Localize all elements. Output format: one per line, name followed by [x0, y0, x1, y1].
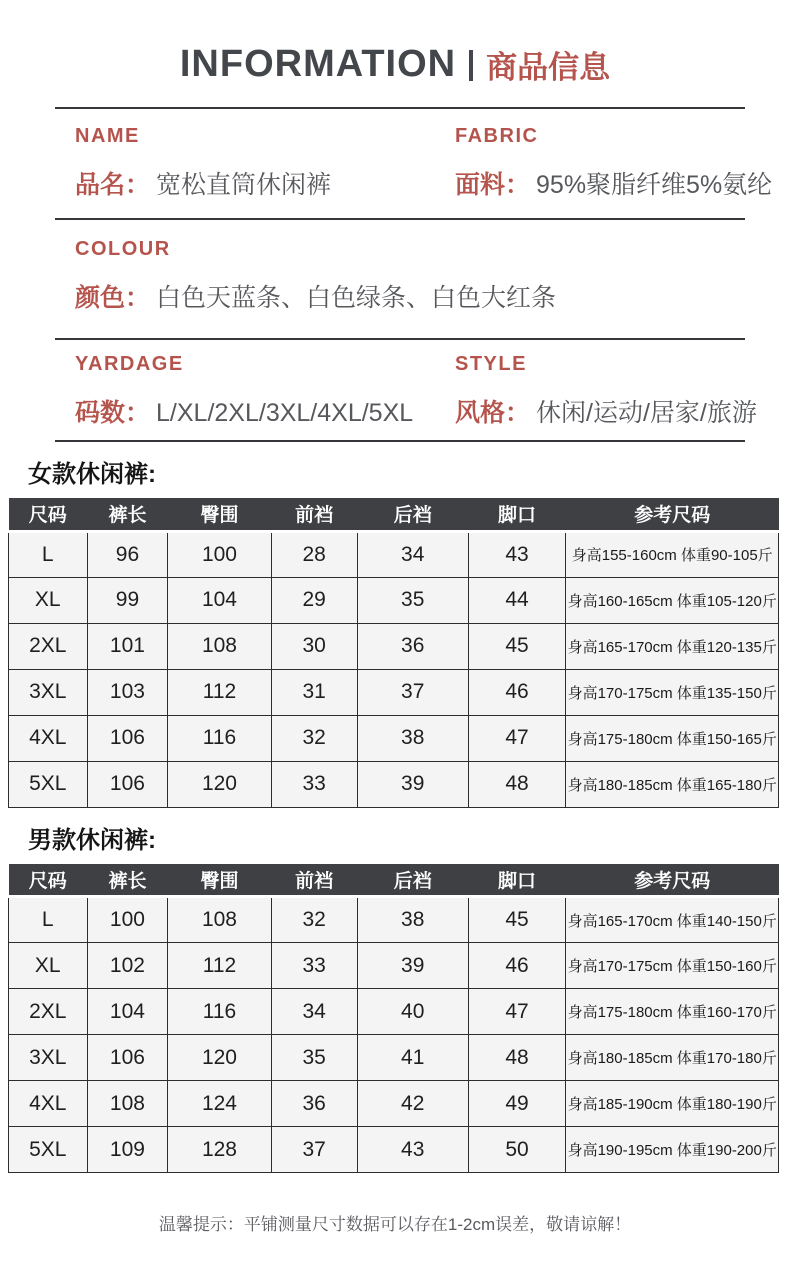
- ref-size-cell: 身高175-180cm 体重150-165斤: [566, 715, 779, 761]
- field-name-label-zh: 品名：: [75, 171, 151, 199]
- size-cell: 116: [168, 989, 271, 1035]
- column-header: 后裆: [357, 498, 468, 531]
- table-row: [9, 1081, 779, 1127]
- ref-size-cell: 身高180-185cm 体重170-180斤: [566, 1035, 779, 1081]
- size-cell: XL: [9, 943, 88, 989]
- table-header-row: [9, 498, 779, 531]
- size-cell: 108: [168, 897, 271, 943]
- ref-size-cell: 身高175-180cm 体重160-170斤: [566, 989, 779, 1035]
- women-section-title: 女款休闲裤:: [28, 461, 156, 488]
- size-cell: 5XL: [9, 761, 88, 807]
- size-cell: 108: [168, 623, 271, 669]
- table-row: [9, 577, 779, 623]
- field-name: [75, 125, 455, 201]
- column-header: 脚口: [468, 498, 566, 531]
- size-cell: 124: [168, 1081, 271, 1127]
- size-cell: 120: [168, 1035, 271, 1081]
- size-cell: 2XL: [9, 989, 88, 1035]
- size-cell: 100: [87, 897, 168, 943]
- size-cell: 4XL: [9, 715, 88, 761]
- size-cell: 120: [168, 761, 271, 807]
- table-row: [9, 761, 779, 807]
- measurement-disclaimer: 温馨提示：平铺测量尺寸数据可以存在1-2cm误差，敬请谅解！: [158, 1215, 632, 1234]
- size-cell: 106: [87, 761, 168, 807]
- ref-size-cell: 身高155-160cm 体重90-105斤: [566, 531, 779, 577]
- size-cell: 33: [271, 943, 357, 989]
- size-cell: 2XL: [9, 623, 88, 669]
- ref-size-cell: 身高170-175cm 体重150-160斤: [566, 943, 779, 989]
- field-name-value: 宽松直筒休闲裤: [156, 171, 332, 199]
- column-header: 尺码: [9, 498, 88, 531]
- field-fabric-label-zh: 面料：: [455, 171, 531, 199]
- size-cell: 101: [87, 623, 168, 669]
- size-cell: 112: [168, 669, 271, 715]
- size-cell: 100: [168, 531, 271, 577]
- field-style: [455, 353, 757, 429]
- size-cell: 112: [168, 943, 271, 989]
- field-colour-value: 白色天蓝条、白色绿条、白色大红条: [156, 284, 557, 312]
- size-cell: 48: [468, 761, 566, 807]
- field-fabric: [455, 125, 772, 201]
- size-cell: XL: [9, 577, 88, 623]
- size-cell: 43: [468, 531, 566, 577]
- size-cell: 102: [87, 943, 168, 989]
- title-separator: [469, 50, 473, 81]
- size-cell: 106: [87, 715, 168, 761]
- ref-size-cell: 身高165-170cm 体重120-135斤: [566, 623, 779, 669]
- size-cell: 45: [468, 623, 566, 669]
- size-cell: 116: [168, 715, 271, 761]
- size-cell: 32: [271, 897, 357, 943]
- column-header: 前裆: [271, 498, 357, 531]
- column-header: 脚口: [468, 864, 566, 897]
- size-cell: 36: [271, 1081, 357, 1127]
- column-header: 前裆: [271, 864, 357, 897]
- size-cell: 3XL: [9, 669, 88, 715]
- size-cell: 5XL: [9, 1127, 88, 1173]
- men-section-title: 男款休闲裤:: [28, 826, 156, 854]
- ref-size-cell: 身高165-170cm 体重140-150斤: [566, 897, 779, 943]
- ref-size-cell: 身高190-195cm 体重190-200斤: [566, 1127, 779, 1173]
- table-row: [9, 1127, 779, 1173]
- field-fabric-label-en: FABRIC: [455, 125, 539, 147]
- field-style-label-zh: 风格：: [455, 399, 531, 427]
- size-cell: 34: [357, 531, 468, 577]
- size-cell: 104: [87, 989, 168, 1035]
- ref-size-cell: 身高160-165cm 体重105-120斤: [566, 577, 779, 623]
- column-header: 参考尺码: [566, 498, 779, 531]
- size-cell: 4XL: [9, 1081, 88, 1127]
- field-fabric-value: 95%聚脂纤维5%氨纶: [536, 171, 773, 199]
- men-size-table: [8, 864, 779, 1174]
- size-cell: 128: [168, 1127, 271, 1173]
- table-row: [9, 897, 779, 943]
- size-cell: 37: [271, 1127, 357, 1173]
- field-yardage-value: L/XL/2XL/3XL/4XL/5XL: [156, 399, 414, 427]
- column-header: 裤长: [87, 864, 168, 897]
- size-cell: 40: [357, 989, 468, 1035]
- size-cell: 36: [357, 623, 468, 669]
- field-yardage: [75, 353, 455, 429]
- size-cell: 45: [468, 897, 566, 943]
- table-row: [9, 943, 779, 989]
- field-name-label-en: NAME: [75, 125, 140, 147]
- size-cell: 46: [468, 943, 566, 989]
- size-cell: 106: [87, 1035, 168, 1081]
- size-cell: 103: [87, 669, 168, 715]
- size-cell: 39: [357, 761, 468, 807]
- size-cell: 34: [271, 989, 357, 1035]
- size-cell: 38: [357, 715, 468, 761]
- size-cell: 30: [271, 623, 357, 669]
- table-row: [9, 669, 779, 715]
- field-yardage-label-zh: 码数：: [75, 399, 151, 427]
- size-cell: 47: [468, 715, 566, 761]
- size-cell: 48: [468, 1035, 566, 1081]
- table-row: [9, 531, 779, 577]
- size-cell: 47: [468, 989, 566, 1035]
- men-size-section: [0, 820, 790, 1174]
- size-cell: 29: [271, 577, 357, 623]
- title-english: INFORMATION: [179, 42, 457, 85]
- size-cell: 39: [357, 943, 468, 989]
- size-cell: 49: [468, 1081, 566, 1127]
- size-cell: 99: [87, 577, 168, 623]
- table-row: [9, 623, 779, 669]
- field-colour-label-en: COLOUR: [75, 238, 171, 260]
- field-colour: [75, 238, 745, 314]
- ref-size-cell: 身高185-190cm 体重180-190斤: [566, 1081, 779, 1127]
- size-cell: 35: [357, 577, 468, 623]
- size-cell: 96: [87, 531, 168, 577]
- size-cell: L: [9, 531, 88, 577]
- size-cell: 33: [271, 761, 357, 807]
- field-colour-label-zh: 颜色：: [75, 284, 151, 312]
- info-row-yardage-style: [55, 340, 757, 442]
- size-cell: 35: [271, 1035, 357, 1081]
- size-cell: 44: [468, 577, 566, 623]
- column-header: 尺码: [9, 864, 88, 897]
- size-cell: 104: [168, 577, 271, 623]
- page-title: [0, 38, 790, 90]
- info-section: [55, 107, 773, 442]
- field-style-value: 休闲/运动/居家/旅游: [536, 399, 757, 427]
- ref-size-cell: 身高180-185cm 体重165-180斤: [566, 761, 779, 807]
- field-yardage-label-en: YARDAGE: [75, 353, 184, 375]
- column-header: 裤长: [87, 498, 168, 531]
- size-cell: 31: [271, 669, 357, 715]
- size-cell: 3XL: [9, 1035, 88, 1081]
- table-row: [9, 1035, 779, 1081]
- size-cell: 43: [357, 1127, 468, 1173]
- women-size-section: [0, 454, 790, 808]
- size-cell: 108: [87, 1081, 168, 1127]
- info-row-colour: [55, 220, 745, 340]
- table-row: [9, 715, 779, 761]
- size-cell: L: [9, 897, 88, 943]
- table-row: [9, 989, 779, 1035]
- size-cell: 42: [357, 1081, 468, 1127]
- column-header: 臀围: [168, 864, 271, 897]
- size-cell: 38: [357, 897, 468, 943]
- field-style-label-en: STYLE: [455, 353, 527, 375]
- size-cell: 41: [357, 1035, 468, 1081]
- size-cell: 28: [271, 531, 357, 577]
- size-cell: 50: [468, 1127, 566, 1173]
- title-chinese: 商品信息: [486, 49, 611, 85]
- size-cell: 32: [271, 715, 357, 761]
- column-header: 后裆: [357, 864, 468, 897]
- table-header-row: [9, 864, 779, 897]
- column-header: 参考尺码: [566, 864, 779, 897]
- women-size-table: [8, 498, 779, 808]
- size-cell: 46: [468, 669, 566, 715]
- info-row-name-fabric: [55, 109, 773, 220]
- size-cell: 109: [87, 1127, 168, 1173]
- column-header: 臀围: [168, 498, 271, 531]
- size-cell: 37: [357, 669, 468, 715]
- ref-size-cell: 身高170-175cm 体重135-150斤: [566, 669, 779, 715]
